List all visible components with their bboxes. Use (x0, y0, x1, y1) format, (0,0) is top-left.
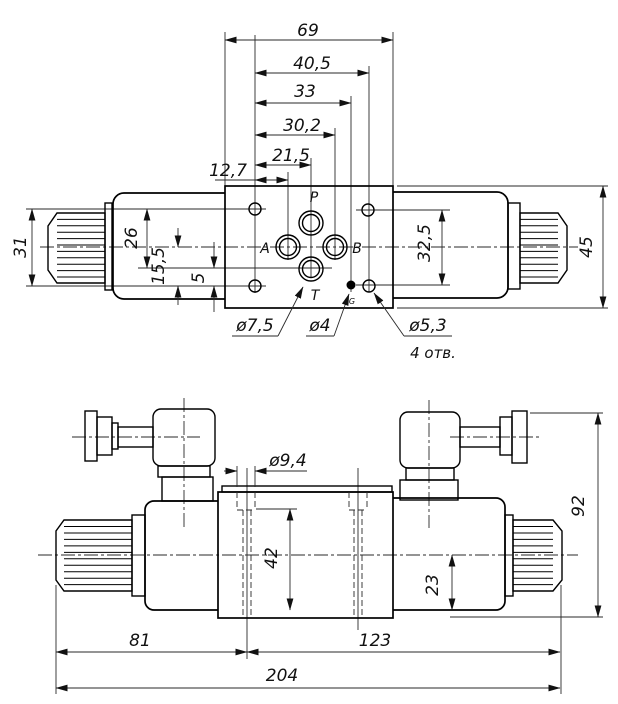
front-view-dimensions (56, 413, 603, 694)
dim-9-4-label: ø9,4 (269, 451, 307, 471)
front-view-centerlines (38, 398, 578, 659)
dim-69-label: 69 (297, 21, 319, 41)
port-label-t: T (310, 288, 320, 304)
port-pattern (249, 190, 375, 306)
dim-33-label: 33 (294, 82, 316, 102)
dim-5-label: 5 (189, 272, 209, 284)
callout-d7-5-label: ø7,5 (236, 316, 274, 336)
dim-92-label: 92 (569, 495, 589, 517)
port-label-g: G (348, 297, 356, 306)
dim-42-label: 42 (262, 547, 282, 569)
dim-32-5-label: 32,5 (415, 224, 435, 262)
top-view (11, 21, 608, 362)
dim-23-label: 23 (423, 574, 443, 596)
callout-holes-note: 4 отв. (410, 344, 456, 362)
din-connector-left (85, 409, 215, 501)
dim-21-5-label: 21,5 (272, 146, 310, 166)
port-label-b: B (352, 241, 362, 257)
din-connector-right (400, 411, 527, 500)
port-label-p: P (309, 190, 319, 206)
knurled-knob-top-left (48, 213, 105, 283)
mounting-bolt-holes (237, 492, 367, 617)
knurled-knob-front-right (505, 515, 562, 596)
valve-body-front (145, 486, 505, 618)
callout-d5-3-label: ø5,3 (409, 316, 447, 336)
dim-81-label: 81 (129, 631, 151, 651)
dim-204-label: 204 (265, 666, 299, 686)
dim-40-5-label: 40,5 (293, 54, 331, 74)
g-hole (347, 281, 356, 290)
knurled-knob-top-right (520, 213, 567, 283)
port-label-a: A (260, 241, 270, 257)
knurled-knob-front-left (56, 515, 145, 596)
dim-123-label: 123 (358, 631, 392, 651)
dim-15-5-label: 15,5 (149, 247, 169, 285)
dim-45-label: 45 (577, 236, 597, 258)
dim-26-label: 26 (122, 227, 142, 249)
dim-31-label: 31 (11, 236, 31, 258)
dim-12-7-label: 12,7 (209, 161, 247, 181)
front-view (38, 398, 603, 694)
dim-30-2-label: 30,2 (283, 116, 321, 136)
callout-d4-label: ø4 (309, 316, 331, 336)
